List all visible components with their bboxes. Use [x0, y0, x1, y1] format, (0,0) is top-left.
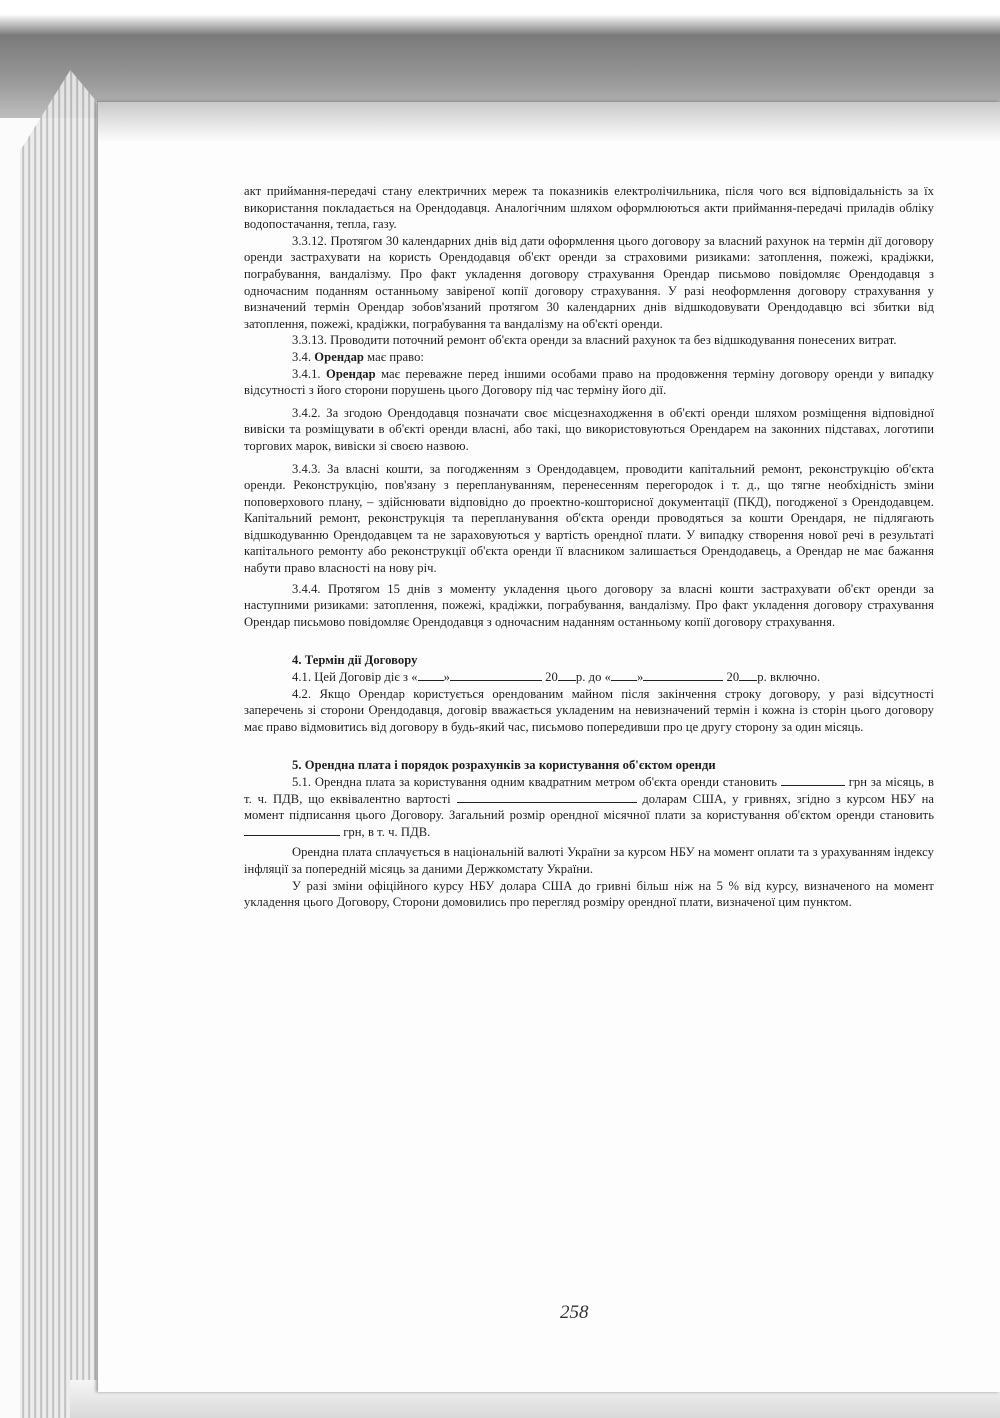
paragraph-4-1: [244, 669, 934, 686]
end-year-prefix: 20: [723, 670, 740, 685]
page-stack-edges: [20, 70, 104, 1418]
start-year-blank: [558, 670, 576, 681]
scanner-shadow-band: [0, 0, 1000, 118]
term-end-label: р. до «: [575, 670, 611, 685]
end-year-blank: [739, 670, 757, 681]
rent-total-blank: [244, 825, 340, 836]
paragraph-3-4-1-text: має переважне перед іншими особами право на продовження терміну договору оренди у випадку відсутності з його сторони порушень цього Договору під час терміну його дії.: [244, 366, 935, 398]
rent-total-suffix: грн, в т. ч. ПДВ.: [340, 824, 431, 839]
paragraph-4-2: 4.2. Якщо Орендар користується орендованим майном після закінчення строку договору, у разі відсутності заперечень зі сторони Орендодавця, договір вважається укладеним на невизначений термін і кожна із сторін цього договору має право відмовитись від договору в будь-який час, письмово попередивши про це другу сторону за один місяць.: [244, 686, 934, 734]
rent-rate-blank: [781, 775, 845, 786]
usd-equivalent-blank: [457, 792, 637, 803]
paragraph-3-4-text: має право:: [363, 349, 424, 364]
paragraph-3-4-2: 3.4.2. За згодою Орендодавця позначати своє місцезнаходження в об'єкті оренди шляхом розміщення відповідної вивіски та розміщувати в об'єкті оренди власні, або такі, що використовуються Орендарем на законних підставах, логотипи торгових марок, вивіски зі своєю назвою.: [244, 405, 934, 453]
paragraph-3-4-4: 3.4.4. Протягом 15 днів з моменту укладення цього договору за власні кошти застрахувати об'єкт оренди за наступними ризиками: затоплення, пожежі, крадіжки, пограбування, вандалізму. Про факт укладення договору страхування Орендар письмово повідомляє Орендодавця з одночасним наданням останньому копії договору страхування.: [244, 581, 934, 629]
paragraph-payment-currency: Орендна плата сплачується в національній валюті України за курсом НБУ на момент оплати та з урахуванням індексу інфляції за попередній місяць за даними Держкомстату України.: [244, 845, 934, 876]
end-day-blank: [611, 670, 637, 681]
section-4-heading: 4. Термін дії Договору: [292, 653, 418, 668]
term-end-suffix: р. включно.: [757, 670, 821, 685]
start-quote-close: »: [443, 670, 450, 685]
page-top-shade: [98, 102, 1000, 142]
paragraph-3-4-3: 3.4.3. За власні кошти, за погодженням з Орендодавцем, проводити капітальний ремонт, реконструкцію об'єкта оренди. Реконструкцію, пов'язану з переплануванням, перенесенням перегородок і т. д., що тягне необхідність зміни поповерхового плану, – здійснювати відповідно до проектно-кошторисної документації (ПКД), погодженої з Орендодавцем. Капітальний ремонт, реконструкція та перепланування об'єкта оренди проводяться за кошти Орендаря, не підлягають відшкодуванню Орендодавцем та не зараховуються у вартість орендної плати. У випадку створення нової речі в результаті капітального ремонту або реконструкції об'єкта оренди її власником залишається Орендодавець, а Орендар не має бажання набути право власності на нову річ.: [244, 461, 934, 576]
start-year-prefix: 20: [541, 670, 558, 685]
end-quote-close: »: [636, 670, 644, 685]
paragraph-3-3-13: 3.3.13. Проводити поточний ремонт об'єкта оренди за власний рахунок та без відшкодування понесених витрат.: [292, 333, 897, 348]
paragraph-exchange-rate: У разі зміни офіційного курсу НБУ долара США до гривні більш ніж на 5 % від курсу, визначеного на момент укладення цього Договору, Сторони домовились про перегляд розміру орендної плати, визначеної цим пунктом.: [244, 878, 934, 910]
start-day-blank: [418, 670, 444, 681]
start-month-blank: [450, 670, 542, 681]
paragraph-5-1: [244, 774, 934, 840]
rent-rate-text: 5.1. Орендна плата за користування одним квадратним метром об'єкта оренди становить: [292, 775, 778, 789]
paragraph-3-4-bold: Орендар: [314, 349, 364, 364]
paragraph-electric-meters: акт приймання-передачі стану електричних мереж та показників електролічильника, після чого вся відповідальність за їх використання покладається на Орендодавця. Аналогічним шляхом оформлюються акти приймання-передачі приладів обліку водопостачання, тепла, газу.: [244, 184, 934, 232]
document-body: [244, 183, 934, 911]
end-month-blank: [643, 670, 723, 681]
paragraph-3-3-12: 3.3.12. Протягом 30 календарних днів від дати оформлення цього договору за власний рахунок на термін дії договору оренди застрахувати на користь Орендодавця об'єкт оренди за страховими ризиками: затоплення, пожежі, крадіжки, пограбування, вандалізму. Про факт укладення договору страхування Орендар письмово повідомляє Орендодавця з одночасним поданням останньому завіреної копії договору страхування. У разі неоформлення договору страхування у визначений термін Орендар зобов'язаний протягом 30 календарних днів відшкодовувати Орендодавцю всі збитки від затоплення, пожежі, крадіжки, пограбування та вандалізму на об'єкті оренди.: [244, 233, 934, 331]
rent-total-text: доларам США, у гривнях, згідно з курсом НБУ на момент підписання цього Договору. Загальний розмір орендної місячної плати за користування об'єктом оренди становить: [244, 791, 934, 823]
paragraph-3-4: [244, 349, 934, 366]
page-number: 258: [560, 1302, 589, 1323]
paragraph-3-4-number: 3.4.: [292, 349, 315, 364]
rent-rate-text-2: грн за місяць, в т. ч. ПДВ, що еквівалентно вартості: [244, 775, 934, 806]
section-5-heading: 5. Орендна плата і порядок розрахунків за користування об'єктом оренди: [292, 758, 716, 773]
paragraph-3-4-1: [244, 366, 934, 399]
paragraph-3-4-1-number: 3.4.1.: [292, 366, 327, 381]
term-start-label: 4.1. Цей Договір діє з «: [292, 670, 418, 685]
paragraph-3-4-1-bold: Орендар: [326, 366, 376, 381]
